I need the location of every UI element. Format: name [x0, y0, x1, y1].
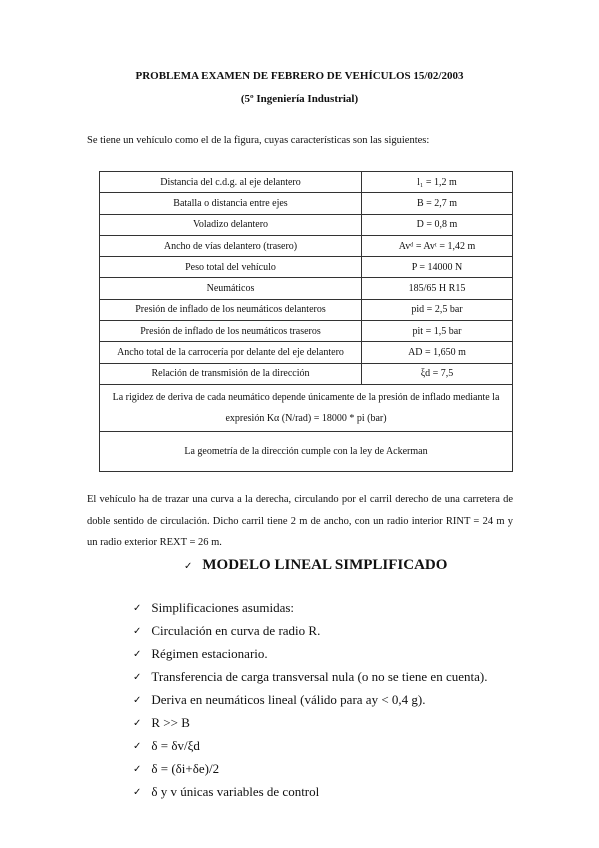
table-cell-value: pid = 2,5 bar	[362, 299, 513, 320]
list-item-text: δ = δv/ξd	[151, 738, 200, 753]
table-row	[100, 321, 513, 342]
table-cell-value: Avᵈ = Avᵗ = 1,42 m	[362, 235, 513, 256]
list-item	[133, 713, 513, 733]
table-row	[100, 193, 513, 214]
check-icon: ✓	[133, 695, 142, 706]
table-cell-label: Relación de transmisión de la dirección	[100, 363, 362, 384]
document-subtitle: (5º Ingeniería Industrial)	[240, 93, 359, 105]
table-cell-label: Presión de inflado de los neumáticos delanteros	[100, 299, 362, 320]
table-cell-value: AD = 1,650 m	[362, 342, 513, 363]
check-icon: ✓	[133, 649, 142, 660]
table-note-rigidity: La rigidez de deriva de cada neumático depende únicamente de la presión de inflado mediante la expresión Kα (N/rad) = 18000 * pi (bar)	[100, 384, 513, 431]
check-icon: ✓	[133, 626, 142, 637]
check-icon: ✓	[133, 603, 142, 614]
section-heading-text: MODELO LINEAL SIMPLIFICADO	[202, 557, 448, 573]
table-cell-value: l₁ = 1,2 m	[362, 172, 513, 193]
table-cell-label: Distancia del c.d.g. al eje delantero	[100, 172, 362, 193]
table-note-ackerman: La geometría de la dirección cumple con la ley de Ackerman	[100, 431, 513, 471]
check-icon: ✓	[133, 764, 142, 775]
list-item	[133, 759, 513, 779]
table-row	[100, 172, 513, 193]
list-item-text: Régimen estacionario.	[151, 646, 268, 661]
table-row	[100, 299, 513, 320]
problem-paragraph: El vehículo ha de trazar una curva a la derecha, circulando por el carril derecho de una carretera de doble sentido de circulación. Dicho carril tiene 2 m de ancho, con un radio interior RINT = 24 m y un radio exterior REXT = 26 m.	[87, 494, 513, 548]
check-icon: ✓	[133, 787, 142, 798]
document-title: PROBLEMA EXAMEN DE FEBRERO DE VEHÍCULOS 15/02/2003	[135, 70, 464, 82]
specifications-table	[99, 171, 513, 472]
table-cell-label: Presión de inflado de los neumáticos traseros	[100, 321, 362, 342]
list-item-text: Deriva en neumáticos lineal (válido para ay < 0,4 g).	[151, 692, 426, 707]
table-cell-value: P = 14000 N	[362, 257, 513, 278]
table-row	[100, 235, 513, 256]
list-item	[133, 690, 513, 710]
list-item-text: Simplificaciones asumidas:	[151, 600, 295, 615]
check-icon: ✓	[133, 718, 142, 729]
list-item	[133, 621, 513, 641]
table-cell-value: B = 2,7 m	[362, 193, 513, 214]
assumptions-list	[133, 598, 513, 805]
table-cell-value: ξd = 7,5	[362, 363, 513, 384]
table-cell-value: D = 0,8 m	[362, 214, 513, 235]
list-item-text: Transferencia de carga transversal nula (o no se tiene en cuenta).	[151, 669, 488, 684]
list-item	[133, 598, 513, 618]
section-heading	[184, 557, 447, 574]
list-item	[133, 644, 513, 664]
list-item-text: δ = (δi+δe)/2	[151, 761, 220, 776]
check-icon: ✓	[133, 672, 142, 683]
list-item	[133, 782, 513, 802]
table-row	[100, 257, 513, 278]
table-cell-label: Ancho de vías delantero (trasero)	[100, 235, 362, 256]
check-icon: ✓	[133, 741, 142, 752]
table-row	[100, 214, 513, 235]
list-item-text: R >> B	[151, 715, 190, 730]
check-icon: ✓	[184, 561, 193, 572]
list-item	[133, 667, 513, 687]
table-row	[100, 278, 513, 299]
table-row	[100, 342, 513, 363]
table-cell-label: Voladizo delantero	[100, 214, 362, 235]
table-cell-value: pit = 1,5 bar	[362, 321, 513, 342]
table-row	[100, 363, 513, 384]
list-item-text: Circulación en curva de radio R.	[151, 623, 321, 638]
table-cell-label: Neumáticos	[100, 278, 362, 299]
intro-text: Se tiene un vehículo como el de la figura, cuyas características son las siguientes:	[87, 135, 430, 146]
table-cell-label: Batalla o distancia entre ejes	[100, 193, 362, 214]
table-cell-value: 185/65 H R15	[362, 278, 513, 299]
list-item-text: δ y v únicas variables de control	[151, 784, 320, 799]
table-cell-label: Peso total del vehículo	[100, 257, 362, 278]
list-item	[133, 736, 513, 756]
table-cell-label: Ancho total de la carrocería por delante del eje delantero	[100, 342, 362, 363]
